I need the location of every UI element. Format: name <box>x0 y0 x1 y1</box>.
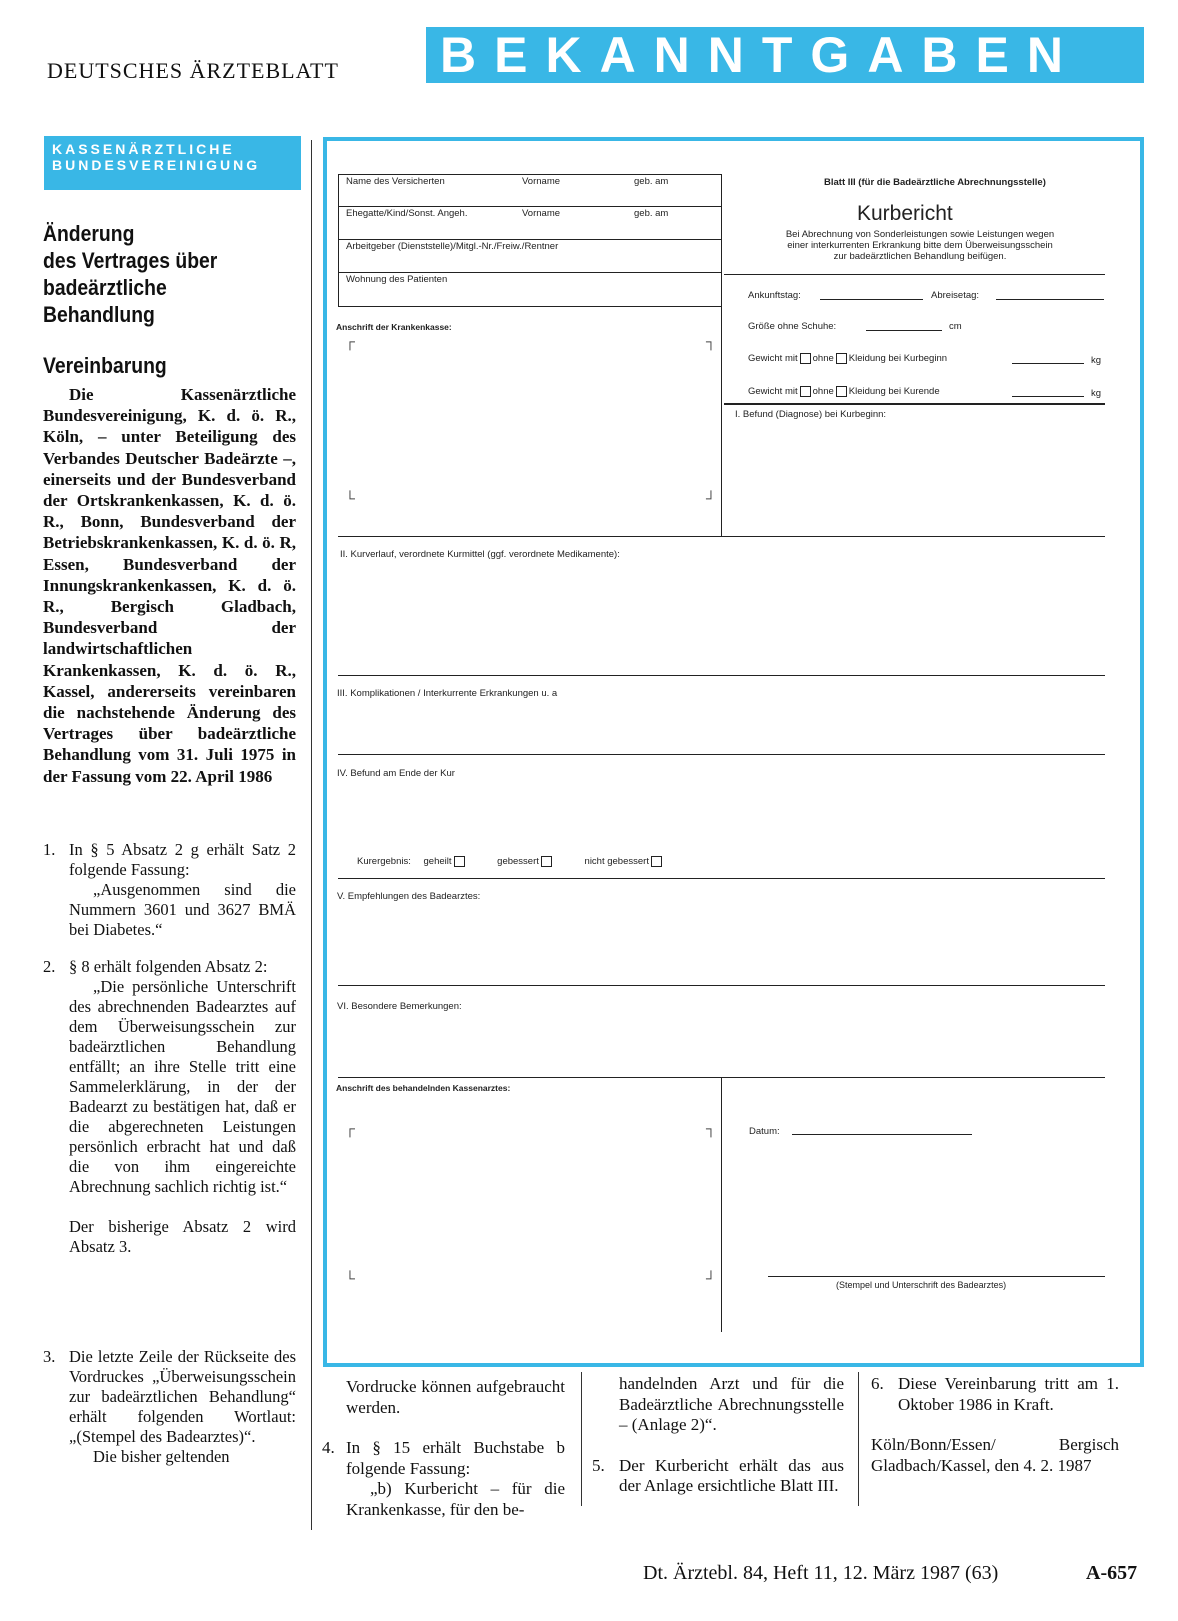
rule <box>338 985 1105 986</box>
rule <box>338 675 1105 676</box>
label-kurergebnis: Kurergebnis: <box>357 856 411 868</box>
gewicht-beginn-row <box>748 353 947 364</box>
item-quote: „b) Kurbericht – für die Krankenkasse, für den be- <box>346 1479 565 1519</box>
label-kleidung-ende: Kleidung bei Kurende <box>848 386 940 398</box>
label-kg: kg <box>1091 388 1102 399</box>
article-title <box>43 220 293 328</box>
intro-paragraph: Die Kassenärztliche Bundesvereinigung, K. d. ö. R., Köln, – unter Beteiligung des Verbandes Deutscher Badeärzte –, einerseits und der Bundesverband der Ortskrankenkassen, K. d. ö. R., Bonn, Bundesverband der Betriebskrankenkassen, K. d. ö. R, Essen, Bundesverband der Innungskrankenkassen, K. d. ö. R., Bergisch Gladbach, Bundesverband der landwirtschaftlichen Krankenkassen, K. d. ö. R., Kassel, andererseits vereinbaren die nachstehende Änderung des Vertrages über badeärztliche Behandlung vom 31. Juli 1975 in der Fassung vom 22. April 1986 <box>43 385 296 786</box>
form-note <box>735 229 1105 262</box>
corner-mark: ┐ <box>706 1120 716 1136</box>
signoff: Köln/Bonn/Essen/ Bergisch Gladbach/Kassel, den 4. 2. 1987 <box>871 1435 1119 1475</box>
section-banner: BEKANNTGABEN <box>426 27 1144 83</box>
org-banner <box>44 136 301 190</box>
rule <box>338 306 722 307</box>
label-gewicht-mit: Gewicht mit <box>748 386 798 398</box>
item-after: Der bisherige Absatz 2 wird Absatz 3. <box>69 1217 296 1256</box>
field-label-name: Name des Versicherten <box>346 176 445 187</box>
corner-mark: └ <box>345 1270 355 1286</box>
item-quote: „Ausgenommen sind die Nummern 3601 und 3627 BMÄ bei Diabetes.“ <box>69 880 296 939</box>
label-kleidung-beginn: Kleidung bei Kurbeginn <box>848 353 948 365</box>
label-gebessert: gebessert <box>497 856 539 868</box>
title-line: badeärztliche <box>43 275 167 300</box>
section-6: VI. Besondere Bemerkungen: <box>337 1001 462 1012</box>
org-line-1: KASSENÄRZTLICHE <box>52 141 235 157</box>
column-divider <box>311 140 312 1530</box>
section-4: IV. Befund am Ende der Kur <box>337 768 455 779</box>
label-stempel: (Stempel und Unterschrift des Badearztes) <box>836 1280 1007 1290</box>
rule <box>338 239 722 240</box>
corner-mark: ┌ <box>345 333 355 349</box>
item-quote: „Die persönliche Unterschrift des abrechnenden Badearztes auf dem Überweisungsschein zur badeärztlichen Behandlung entfällt; an ihre Stelle tritt eine Sammelerklärung, in der der Badearzt zu bestätigen hat, daß er die abgerechneten Leistungen persönlich erbracht hat und daß die von ihm eingereichte Abrechnung sachlich richtig ist.“ <box>69 977 296 1196</box>
note-line: einer interkurrenten Erkrankung bitte dem Überweisungsschein <box>787 240 1053 251</box>
rule <box>338 536 1105 537</box>
label-groesse: Größe ohne Schuhe: <box>748 321 837 332</box>
item-text: Diese Vereinbarung tritt am 1. Oktober 1986 in Kraft. <box>898 1374 1119 1414</box>
field-label-wohnung: Wohnung des Patienten <box>346 274 448 285</box>
citation: Dt. Ärztebl. 84, Heft 11, 12. März 1987 (63) <box>643 1562 999 1584</box>
corner-mark: └ <box>345 490 355 506</box>
section-2: II. Kurverlauf, verordnete Kurmittel (ggf. verordnete Medikamente): <box>340 549 620 560</box>
rule <box>338 206 722 207</box>
label-cm: cm <box>949 321 962 332</box>
fill-line <box>1012 396 1084 397</box>
rule <box>338 272 722 273</box>
item-number: 2. <box>43 957 56 976</box>
rule <box>338 174 339 306</box>
col2-text: Vordrucke können aufgebraucht werden. <box>346 1377 565 1417</box>
item-number: 5. <box>592 1455 605 1475</box>
title-line: des Vertrages über <box>43 248 218 273</box>
rule <box>721 1077 722 1332</box>
label-ohne: ohne <box>812 386 834 398</box>
checkbox-gebessert[interactable] <box>541 856 552 867</box>
checkbox-nicht-gebessert[interactable] <box>651 856 662 867</box>
list-item <box>43 957 296 1257</box>
label-anschrift-kk: Anschrift der Krankenkasse: <box>336 322 452 332</box>
column-divider <box>858 1372 859 1506</box>
item-number: 4. <box>322 1438 335 1457</box>
fill-line <box>1012 363 1084 364</box>
field-label-vorname: Vorname <box>522 176 561 187</box>
item-text: In § 15 erhält Buchstabe b folgende Fassung: <box>346 1438 565 1478</box>
item-number: 3. <box>43 1347 56 1366</box>
fill-line <box>820 299 923 300</box>
label-ohne: ohne <box>812 353 834 365</box>
section-3: III. Komplikationen / Interkurrente Erkrankungen u. a <box>337 688 558 699</box>
item-continuation: Die bisher geltenden <box>93 1447 230 1466</box>
org-line-2: BUNDESVEREINIGUNG <box>52 157 261 173</box>
rule <box>721 174 722 536</box>
blatt-label: Blatt III (für die Badeärztliche Abrechnungsstelle) <box>824 177 1046 188</box>
fill-line <box>996 299 1104 300</box>
col3-text: handelnden Arzt und für die Badeärztliche Abrechnungsstelle – (Anlage 2)“. <box>619 1374 844 1434</box>
article-subtitle: Vereinbarung <box>43 353 167 378</box>
label-geheilt: geheilt <box>423 856 452 868</box>
form-title: Kurbericht <box>857 202 953 225</box>
signature-line <box>768 1276 1105 1277</box>
list-item <box>592 1456 844 1497</box>
journal-title: DEUTSCHES ÄRZTEBLATT <box>47 58 339 83</box>
item-text: Die letzte Zeile der Rückseite des Vordruckes „Überweisungsschein zur badeärztlichen Behandlung“ erhält folgenden Wortlaut: „(Stempel des Badearztes)“. <box>69 1347 296 1446</box>
label-ankunft: Ankunftstag: <box>748 290 801 301</box>
field-label-vorname2: Vorname <box>522 208 561 219</box>
label-nicht-gebessert: nicht gebessert <box>584 856 649 868</box>
label-kg: kg <box>1091 355 1102 366</box>
kurergebnis-row <box>357 856 664 867</box>
gewicht-ende-row <box>748 386 940 397</box>
field-label-ehegatte: Ehegatte/Kind/Sonst. Angeh. <box>346 208 468 219</box>
title-line: Änderung <box>43 221 135 246</box>
column-4 <box>871 1374 1119 1476</box>
checkbox-geheilt[interactable] <box>454 856 465 867</box>
item-number: 6. <box>871 1374 884 1393</box>
corner-mark: ┌ <box>345 1120 355 1136</box>
label-abreise: Abreisetag: <box>931 290 980 301</box>
checkbox-mit[interactable] <box>800 386 811 397</box>
item-text: Der Kurbericht erhält das aus der Anlage ersichtliche Blatt III. <box>619 1455 844 1495</box>
field-label-arbeitgeber: Arbeitgeber (Dienststelle)/Mitgl.-Nr./Freiw./Rentner <box>346 241 559 252</box>
list-item <box>43 1347 296 1467</box>
column-2 <box>322 1377 565 1520</box>
note-line: zur badeärztlichen Behandlung beifügen. <box>833 251 1007 262</box>
item-text: § 8 erhält folgenden Absatz 2: <box>69 957 268 976</box>
label-anschrift-arzt: Anschrift des behandelnden Kassenarztes: <box>336 1083 511 1093</box>
label-datum: Datum: <box>749 1126 780 1137</box>
list-item <box>43 840 296 940</box>
fill-line <box>866 330 942 331</box>
column-3 <box>592 1374 844 1497</box>
title-line: Behandlung <box>43 302 155 327</box>
section-1: I. Befund (Diagnose) bei Kurbeginn: <box>735 409 887 420</box>
rule <box>724 403 1105 405</box>
item-number: 1. <box>43 840 56 859</box>
list-item <box>322 1438 565 1520</box>
section-5: V. Empfehlungen des Badearztes: <box>337 891 481 902</box>
field-label-geb: geb. am <box>634 176 669 187</box>
rule <box>338 174 722 175</box>
item-text: In § 5 Absatz 2 g erhält Satz 2 folgende Fassung: <box>69 840 296 879</box>
label-gewicht-mit: Gewicht mit <box>748 353 798 365</box>
checkbox-mit[interactable] <box>800 353 811 364</box>
rule <box>724 274 1105 275</box>
corner-mark: ┘ <box>706 490 716 506</box>
page-number: A-657 <box>1086 1562 1138 1584</box>
column-divider <box>581 1372 582 1506</box>
fill-line <box>792 1134 972 1135</box>
checkbox-ohne[interactable] <box>836 353 847 364</box>
rule <box>338 754 1105 755</box>
checkbox-ohne[interactable] <box>836 386 847 397</box>
field-label-geb2: geb. am <box>634 208 669 219</box>
list-item <box>871 1374 1119 1415</box>
corner-mark: ┘ <box>706 1270 716 1286</box>
note-line: Bei Abrechnung von Sonderleistungen sowie Leistungen wegen <box>785 229 1055 240</box>
rule <box>338 878 1105 879</box>
corner-mark: ┐ <box>706 333 716 349</box>
